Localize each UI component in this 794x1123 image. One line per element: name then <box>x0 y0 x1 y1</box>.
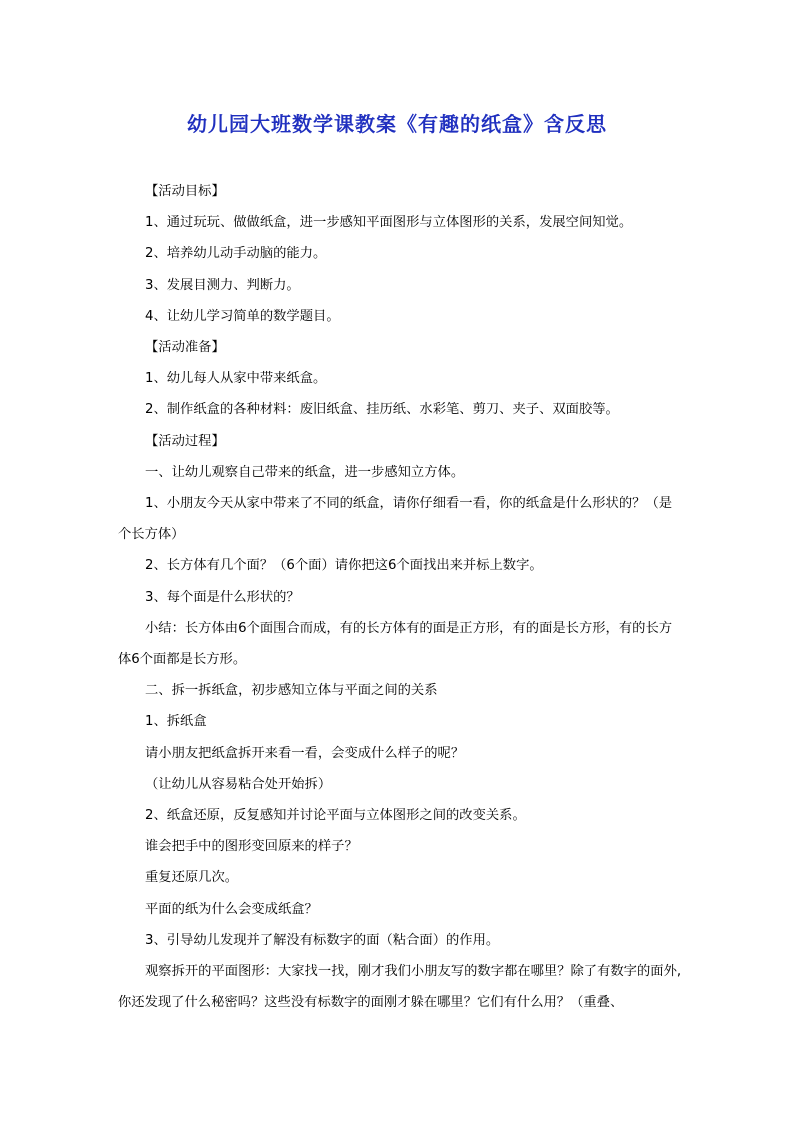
paragraph: 4、让幼儿学习简单的数学题目。 <box>145 308 340 324</box>
paragraph: （让幼儿从容易粘合处开始拆） <box>145 776 332 792</box>
paragraph: 重复还原几次。 <box>145 870 239 886</box>
paragraph: 一、让幼儿观察自己带来的纸盒，进一步感知立方体。 <box>145 464 465 480</box>
paragraph: 平面的纸为什么会变成纸盒？ <box>145 901 318 917</box>
paragraph: 2、纸盒还原，反复感知并讨论平面与立体图形之间的改变关系。 <box>145 808 526 824</box>
paragraph: 二、拆一拆纸盒，初步感知立体与平面之间的关系 <box>145 683 438 699</box>
paragraph: 1、幼儿每人从家中带来纸盒。 <box>145 371 327 387</box>
paragraph: 3、引导幼儿发现并了解没有标数字的面（粘合面）的作用。 <box>145 932 500 948</box>
paragraph: 3、每个面是什么形状的？ <box>145 589 300 605</box>
section-heading-goals: 【活动目标】 <box>145 184 225 199</box>
paragraph: 观察拆开的平面图形：大家找一找，刚才我们小朋友写的数字都在哪里？除了有数字的面外,你还发现了什么秘密吗？这些没有标数字的面刚才躲在哪里？它们有什么用？（重叠、 <box>118 964 682 1011</box>
section-heading-process: 【活动过程】 <box>145 433 225 449</box>
paragraph: 请小朋友把纸盒拆开来看一看，会变成什么样子的呢？ <box>145 745 465 761</box>
paragraph: 1、小朋友今天从家中带来了不同的纸盒，请你仔细看一看，你的纸盒是什么形状的？（是个长方体） <box>118 496 673 543</box>
section-heading-preparation: 【活动准备】 <box>145 340 225 356</box>
paragraph: 2、长方体有几个面？（6个面）请你把这6个面找出来并标上数字。 <box>145 558 543 574</box>
document-title: 幼儿园大班数学课教案《有趣的纸盒》含反思 <box>187 112 607 136</box>
paragraph: 3、发展目测力、判断力。 <box>145 277 300 293</box>
paragraph: 1、拆纸盒 <box>145 714 207 730</box>
document-body <box>118 176 684 1018</box>
paragraph: 2、制作纸盒的各种材料：废旧纸盒、挂历纸、水彩笔、剪刀、夹子、双面胶等。 <box>145 402 619 418</box>
paragraph: 谁会把手中的图形变回原来的样子？ <box>145 839 358 855</box>
paragraph: 2、培养幼儿动手动脑的能力。 <box>145 246 327 262</box>
paragraph: 1、通过玩玩、做做纸盒，进一步感知平面图形与立体图形的关系，发展空间知觉。 <box>145 215 633 231</box>
paragraph: 小结：长方体由6个面围合而成，有的长方体有的面是正方形，有的面是长方形，有的长方体6个面都是长方形。 <box>118 620 673 668</box>
